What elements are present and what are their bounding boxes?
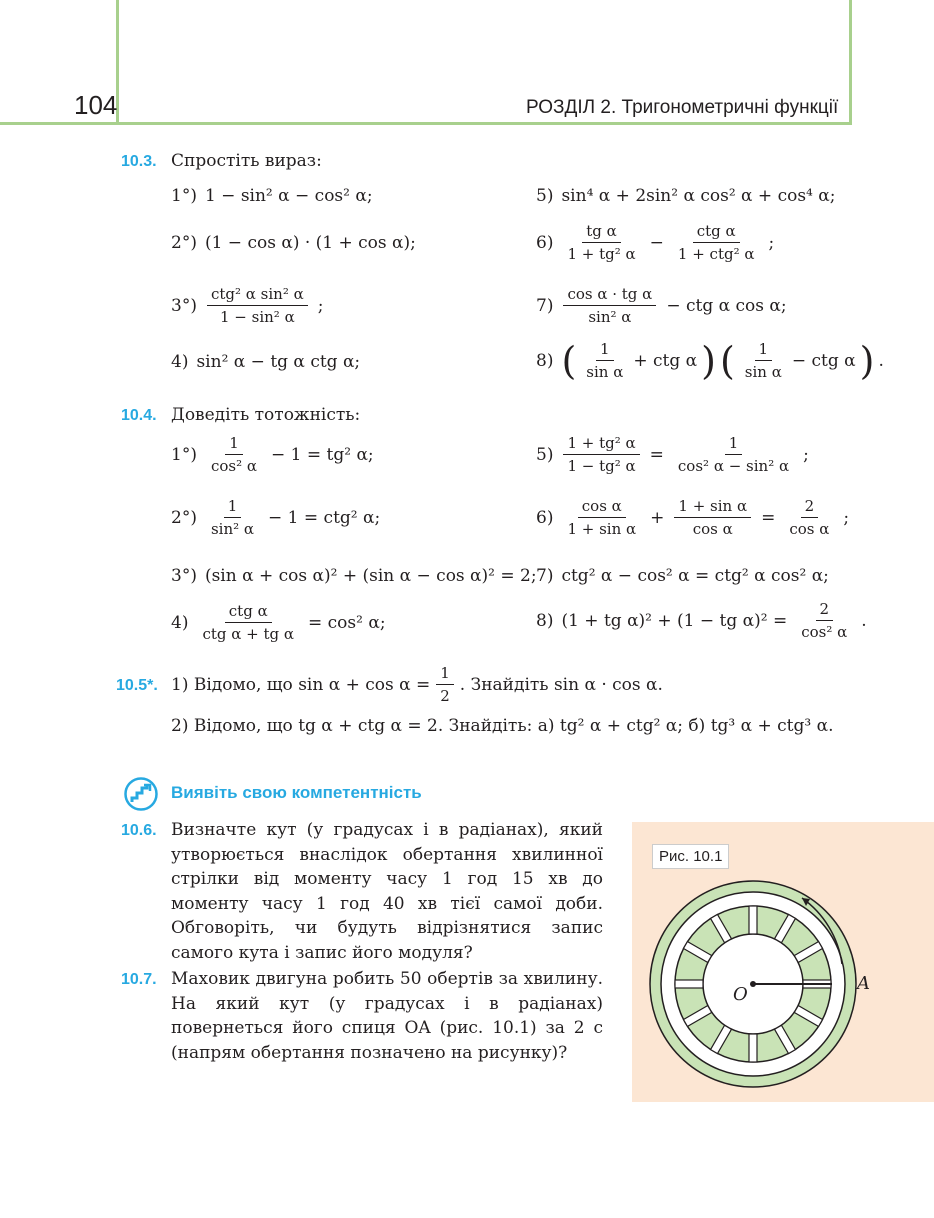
item-10-3-2 bbox=[171, 233, 416, 253]
denominator: cos² α bbox=[801, 623, 848, 641]
item-label: 8) bbox=[536, 610, 554, 631]
exercise-number-10-6: 10.6. bbox=[121, 822, 157, 839]
fraction bbox=[582, 340, 627, 381]
numerator: 1 bbox=[224, 497, 242, 518]
item-label: 4) bbox=[171, 352, 189, 372]
item-10-5-2 bbox=[171, 716, 834, 736]
item-label: 6) bbox=[536, 232, 554, 253]
exercise-text-10-7: Маховик двигуна робить 50 обертів за хвилину. На який кут (у градусах і в радіанах) повернеться його спиця OA (рис. 10.1) за 2 с (напрям обертання позначено на рисунку)? bbox=[171, 969, 603, 1063]
numerator: 1 bbox=[725, 434, 743, 455]
numerator: 2 bbox=[801, 497, 819, 518]
running-title: РОЗДІЛ 2. Тригонометричні функції bbox=[526, 97, 839, 118]
item-label: 5) bbox=[536, 444, 554, 465]
fraction bbox=[436, 664, 454, 705]
item-10-5-1 bbox=[171, 664, 663, 705]
item-10-4-6 bbox=[536, 497, 849, 538]
header-rule bbox=[0, 122, 852, 125]
denominator: 1 − tg² α bbox=[567, 457, 636, 475]
denominator: 1 + tg² α bbox=[567, 245, 636, 263]
operator: + bbox=[650, 507, 665, 528]
item-tail: ; bbox=[803, 444, 809, 465]
item-expression: sin⁴ α + 2sin² α cos² α + cos⁴ α; bbox=[561, 186, 836, 206]
denominator: 2 bbox=[440, 687, 450, 705]
item-tail: = cos² α; bbox=[308, 612, 386, 633]
operator: − bbox=[649, 232, 664, 253]
denominator: 1 − sin² α bbox=[219, 308, 295, 326]
exercise-number-10-5: 10.5*. bbox=[116, 677, 158, 694]
item-expression: 1 − sin² α − cos² α; bbox=[204, 186, 373, 206]
item-label: 1°) bbox=[171, 186, 197, 206]
numerator: ctg α bbox=[693, 222, 740, 243]
denominator: sin α bbox=[586, 363, 624, 381]
fraction bbox=[207, 497, 258, 538]
fraction bbox=[207, 434, 261, 475]
item-tail: − 1 = tg² α; bbox=[271, 444, 374, 465]
numerator: cos α · tg α bbox=[563, 285, 656, 306]
item-expression: sin² α − tg α ctg α; bbox=[196, 352, 361, 372]
spoke bbox=[675, 980, 703, 988]
denominator: 1 + ctg² α bbox=[677, 245, 755, 263]
item-label: 1°) bbox=[171, 444, 197, 465]
fraction bbox=[797, 600, 851, 641]
numerator: 1 + sin α bbox=[674, 497, 751, 518]
item-label: 5) bbox=[536, 186, 554, 206]
item-label: 6) bbox=[536, 507, 554, 528]
fraction bbox=[674, 222, 759, 263]
item-expression: (1 − cos α) · (1 + cos α); bbox=[204, 233, 416, 253]
page-number: 104 bbox=[74, 90, 118, 120]
item-10-3-6 bbox=[536, 222, 774, 263]
item-tail: − ctg α cos α; bbox=[666, 295, 787, 316]
item-expression: 2) Відомо, що tg α + ctg α = 2. Знайдіть: а) tg² α + ctg² α; б) tg³ α + ctg³ α. bbox=[171, 716, 834, 736]
operator: = bbox=[761, 507, 776, 528]
item-label: 3°) bbox=[171, 566, 197, 586]
exercise-number-10-7: 10.7. bbox=[121, 971, 157, 988]
item-label: 8) bbox=[536, 350, 554, 371]
header-rule-vertical-right bbox=[849, 0, 852, 124]
fraction bbox=[198, 602, 298, 643]
fraction bbox=[563, 222, 639, 263]
item-10-3-5 bbox=[536, 186, 835, 206]
numerator: tg α bbox=[582, 222, 621, 243]
denominator: sin² α bbox=[210, 520, 255, 538]
numerator: 1 + tg² α bbox=[563, 434, 639, 455]
figure-label: Рис. 10.1 bbox=[652, 844, 729, 869]
point-a-label: A bbox=[857, 973, 870, 994]
item-tail: ; bbox=[843, 507, 850, 528]
item-expression: 1) Відомо, що sin α + cos α = bbox=[171, 674, 431, 695]
item-10-3-1 bbox=[171, 186, 373, 206]
numerator: cos α bbox=[578, 497, 626, 518]
item-10-4-7 bbox=[536, 566, 829, 586]
spoke bbox=[749, 1034, 757, 1062]
exercise-statement: Спростіть вираз: bbox=[171, 151, 322, 171]
exercise-number-10-3: 10.3. bbox=[121, 153, 157, 170]
exercise-statement: Доведіть тотожність: bbox=[171, 405, 361, 425]
item-10-4-5 bbox=[536, 434, 809, 475]
operator: − ctg α bbox=[791, 350, 856, 371]
item-10-3-4 bbox=[171, 352, 360, 372]
item-tail: . bbox=[861, 610, 867, 631]
item-10-4-8 bbox=[536, 600, 867, 641]
exercise-number-10-4: 10.4. bbox=[121, 407, 157, 424]
item-label: 3°) bbox=[171, 295, 197, 316]
item-10-4-3 bbox=[171, 566, 537, 586]
numerator: 2 bbox=[816, 600, 834, 621]
point-o-label: O bbox=[733, 984, 748, 1005]
numerator: 1 bbox=[436, 664, 454, 685]
denominator: 1 + sin α bbox=[567, 520, 637, 538]
fraction bbox=[785, 497, 833, 538]
item-label: 7) bbox=[536, 295, 554, 316]
fraction bbox=[563, 285, 656, 326]
item-10-4-4 bbox=[171, 602, 386, 643]
item-10-3-7 bbox=[536, 285, 787, 326]
stairs-icon bbox=[124, 777, 158, 811]
item-10-4-2 bbox=[171, 497, 380, 538]
denominator: cos α bbox=[789, 520, 830, 538]
item-10-3-8 bbox=[536, 340, 884, 381]
paren-open: ( bbox=[719, 338, 735, 383]
fraction bbox=[563, 497, 640, 538]
item-expression: ctg² α − cos² α = ctg² α cos² α; bbox=[561, 566, 829, 586]
item-10-4-1 bbox=[171, 434, 374, 475]
item-label: 2°) bbox=[171, 233, 197, 253]
item-label: 7) bbox=[536, 566, 554, 586]
operator: + ctg α bbox=[633, 350, 698, 371]
item-tail: ; bbox=[317, 295, 324, 316]
denominator: cos² α − sin² α bbox=[677, 457, 790, 475]
item-tail: . Знайдіть sin α · cos α. bbox=[459, 674, 663, 695]
operator: = bbox=[649, 444, 664, 465]
numerator: 1 bbox=[596, 340, 614, 361]
item-label: 2°) bbox=[171, 507, 197, 528]
numerator: ctg α bbox=[225, 602, 272, 623]
item-tail: ; bbox=[768, 232, 775, 253]
item-tail: − 1 = ctg² α; bbox=[268, 507, 381, 528]
paren-close: ) bbox=[701, 338, 716, 383]
denominator: cos² α bbox=[210, 457, 257, 475]
denominator: cos α bbox=[692, 520, 733, 538]
denominator: ctg α + tg α bbox=[202, 625, 295, 643]
numerator: ctg² α sin² α bbox=[207, 285, 308, 306]
denominator: sin α bbox=[744, 363, 782, 381]
item-tail: . bbox=[878, 350, 884, 371]
fraction bbox=[674, 497, 751, 538]
fraction bbox=[207, 285, 308, 326]
numerator: 1 bbox=[225, 434, 243, 455]
denominator: sin² α bbox=[588, 308, 632, 326]
fraction bbox=[563, 434, 639, 475]
item-10-3-3 bbox=[171, 285, 323, 326]
paren-open: ( bbox=[561, 338, 577, 383]
exercise-text-10-6: Визначте кут (у градусах і в радіанах), який утворюється внаслідок обертання хвилинної стрілки від моменту часу 1 год 15 хв до моменту часу 1 год 40 хв тієї самої доби. Обговоріть, чи будуть відрізнятися запис самого кута і запис його модуля? bbox=[171, 820, 603, 963]
item-label: 4) bbox=[171, 612, 189, 633]
item-expression: (sin α + cos α)² + (sin α − cos α)² = 2; bbox=[204, 566, 537, 586]
paren-close: ) bbox=[859, 338, 875, 383]
section-title: Виявіть свою компетентність bbox=[171, 783, 422, 802]
item-expression: (1 + tg α)² + (1 − tg α)² = bbox=[561, 610, 788, 631]
spoke bbox=[749, 906, 757, 934]
fraction bbox=[741, 340, 786, 381]
numerator: 1 bbox=[755, 340, 773, 361]
fraction bbox=[674, 434, 793, 475]
